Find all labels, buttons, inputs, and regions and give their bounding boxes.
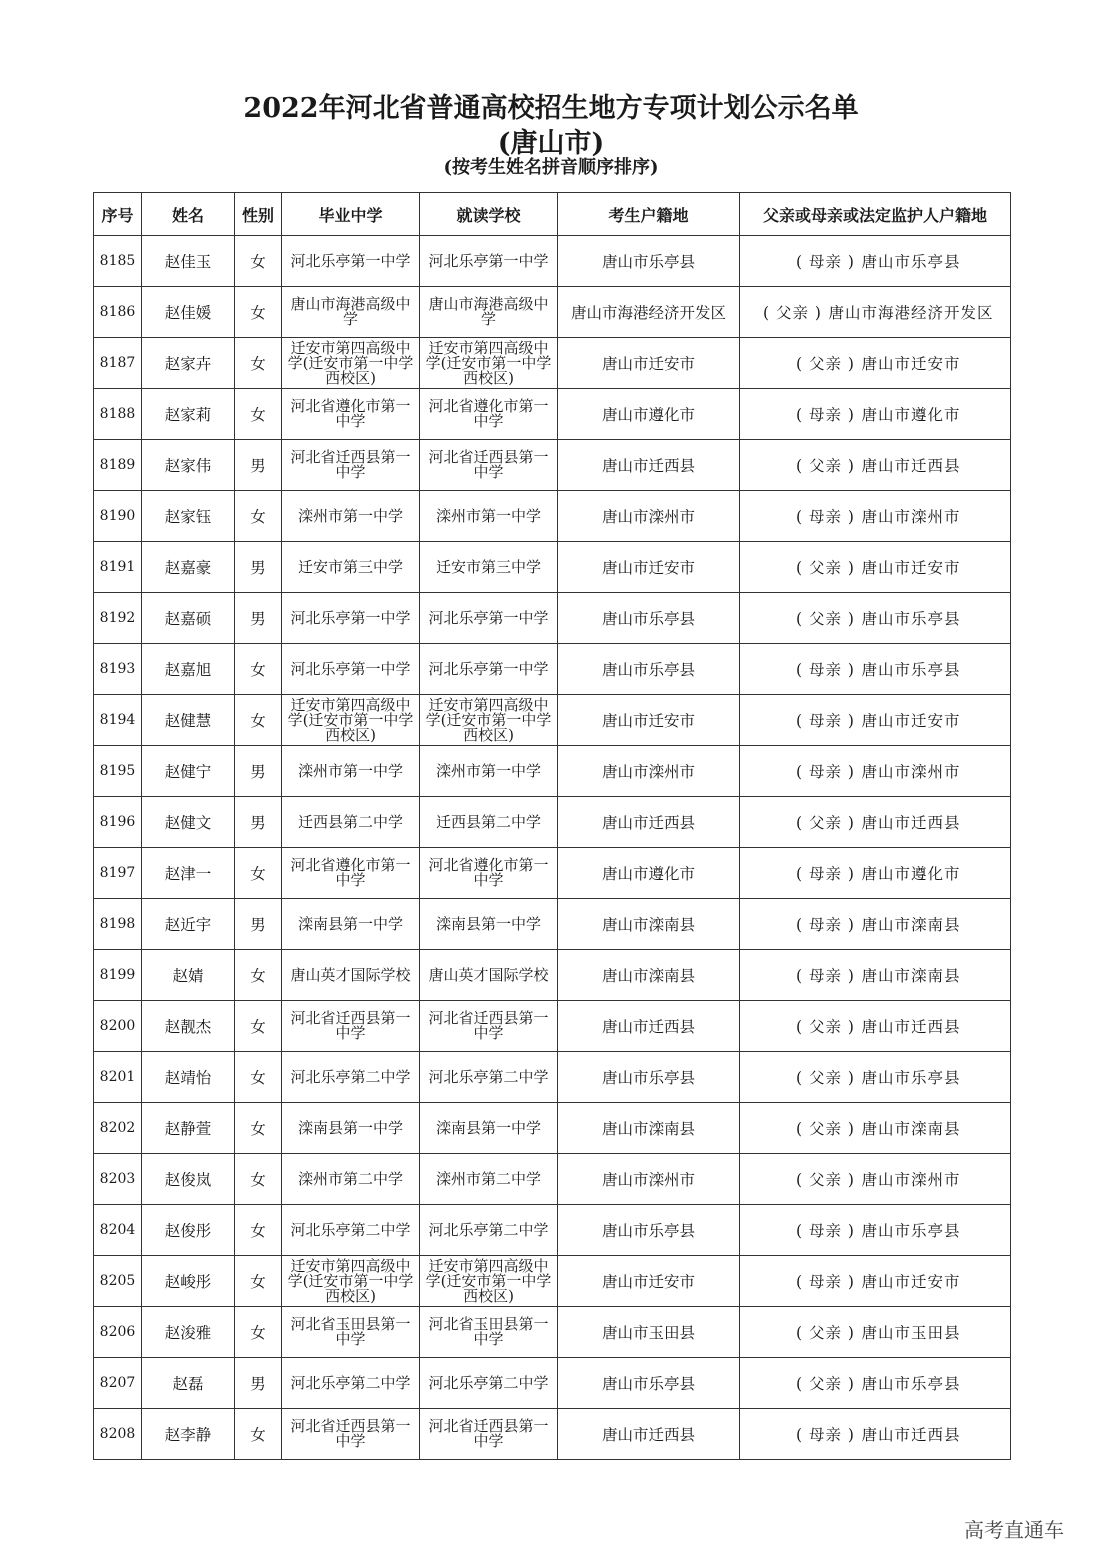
table-row [94,1358,1011,1409]
cell-parent-residence [740,1307,1011,1358]
parent-place: 唐山市迁西县 [861,1018,961,1036]
parent-relation: ( 父亲 ) [796,559,855,577]
cell-grad-school: 河北乐亭第一中学 [282,593,420,644]
cell-seq: 8185 [94,236,142,287]
cell-residence: 唐山市迁安市 [558,1256,740,1307]
cell-parent-residence [740,1154,1011,1205]
cell-parent-residence [740,797,1011,848]
cell-gender: 女 [235,950,282,1001]
cell-parent-residence [740,950,1011,1001]
parent-place: 唐山市滦南县 [861,916,961,934]
cell-seq: 8208 [94,1409,142,1460]
cell-gender: 女 [235,287,282,338]
table-row [94,1409,1011,1460]
parent-relation: ( 父亲 ) [796,1375,855,1393]
cell-name: 赵家莉 [142,389,235,440]
parent-relation: ( 母亲 ) [796,406,855,424]
cell-seq: 8192 [94,593,142,644]
cell-name: 赵佳媛 [142,287,235,338]
parent-relation: ( 父亲 ) [796,1069,855,1087]
cell-parent-residence [740,287,1011,338]
cell-gender: 女 [235,389,282,440]
cell-grad-school: 滦州市第一中学 [282,491,420,542]
cell-name: 赵俊彤 [142,1205,235,1256]
header-name: 姓名 [142,193,235,236]
cell-seq: 8193 [94,644,142,695]
cell-study-school: 滦南县第一中学 [420,1103,558,1154]
cell-gender: 女 [235,236,282,287]
cell-study-school: 滦州市第一中学 [420,746,558,797]
parent-place: 唐山市乐亭县 [861,253,961,271]
cell-parent-residence [740,848,1011,899]
table-row [94,338,1011,389]
cell-study-school: 河北乐亭第二中学 [420,1358,558,1409]
cell-name: 赵静萱 [142,1103,235,1154]
cell-residence: 唐山市乐亭县 [558,1358,740,1409]
cell-parent-residence [740,338,1011,389]
table-row [94,1103,1011,1154]
cell-study-school: 迁安市第四高级中学(迁安市第一中学西校区) [420,695,558,746]
parent-relation: ( 母亲 ) [796,916,855,934]
cell-seq: 8195 [94,746,142,797]
parent-relation: ( 母亲 ) [796,508,855,526]
cell-study-school: 唐山英才国际学校 [420,950,558,1001]
cell-study-school: 迁安市第三中学 [420,542,558,593]
cell-study-school: 河北省迁西县第一中学 [420,1001,558,1052]
parent-place: 唐山市遵化市 [861,406,961,424]
cell-name: 赵家钰 [142,491,235,542]
cell-residence: 唐山市迁安市 [558,695,740,746]
header-study-school: 就读学校 [420,193,558,236]
cell-grad-school: 河北省遵化市第一中学 [282,848,420,899]
parent-relation: ( 母亲 ) [796,712,855,730]
cell-study-school: 河北乐亭第二中学 [420,1052,558,1103]
cell-study-school: 河北乐亭第一中学 [420,236,558,287]
cell-grad-school: 唐山市海港高级中学 [282,287,420,338]
cell-study-school: 滦州市第一中学 [420,491,558,542]
parent-place: 唐山市乐亭县 [861,1222,961,1240]
cell-name: 赵家伟 [142,440,235,491]
cell-parent-residence [740,491,1011,542]
sort-note: (按考生姓名拼音顺序排序) [443,157,659,178]
cell-residence: 唐山市滦州市 [558,1154,740,1205]
parent-place: 唐山市乐亭县 [861,610,961,628]
cell-name: 赵靓杰 [142,1001,235,1052]
parent-relation: ( 母亲 ) [796,1273,855,1291]
parent-place: 唐山市乐亭县 [861,1375,961,1393]
cell-residence: 唐山市海港经济开发区 [558,287,740,338]
cell-gender: 男 [235,542,282,593]
header-gender: 性别 [235,193,282,236]
cell-parent-residence [740,593,1011,644]
table-row [94,236,1011,287]
cell-residence: 唐山市滦南县 [558,899,740,950]
parent-relation: ( 父亲 ) [796,610,855,628]
parent-place: 唐山市遵化市 [861,865,961,883]
cell-grad-school: 河北乐亭第二中学 [282,1205,420,1256]
cell-seq: 8199 [94,950,142,1001]
parent-relation: ( 父亲 ) [796,457,855,475]
cell-study-school: 河北乐亭第二中学 [420,1205,558,1256]
cell-name: 赵峻彤 [142,1256,235,1307]
parent-relation: ( 父亲 ) [763,304,822,322]
cell-gender: 男 [235,746,282,797]
cell-study-school: 滦州市第二中学 [420,1154,558,1205]
cell-grad-school: 滦州市第一中学 [282,746,420,797]
parent-place: 唐山市滦州市 [861,1171,961,1189]
cell-residence: 唐山市乐亭县 [558,1205,740,1256]
cell-residence: 唐山市迁西县 [558,797,740,848]
cell-seq: 8200 [94,1001,142,1052]
cell-grad-school: 河北乐亭第一中学 [282,236,420,287]
parent-relation: ( 父亲 ) [796,1018,855,1036]
table-row [94,1001,1011,1052]
cell-gender: 男 [235,797,282,848]
watermark: 高考直通车 [964,1518,1064,1542]
cell-study-school: 唐山市海港高级中学 [420,287,558,338]
admission-table [93,192,1011,1460]
cell-name: 赵俊岚 [142,1154,235,1205]
cell-residence: 唐山市迁西县 [558,440,740,491]
parent-place: 唐山市迁安市 [861,1273,961,1291]
parent-place: 唐山市滦州市 [861,508,961,526]
cell-residence: 唐山市滦南县 [558,1103,740,1154]
parent-relation: ( 父亲 ) [796,1324,855,1342]
cell-grad-school: 唐山英才国际学校 [282,950,420,1001]
cell-study-school: 迁西县第二中学 [420,797,558,848]
cell-parent-residence [740,1205,1011,1256]
cell-seq: 8187 [94,338,142,389]
cell-residence: 唐山市乐亭县 [558,1052,740,1103]
cell-gender: 女 [235,848,282,899]
cell-name: 赵靖怡 [142,1052,235,1103]
table-row [94,593,1011,644]
parent-place: 唐山市迁安市 [861,559,961,577]
cell-grad-school: 河北乐亭第一中学 [282,644,420,695]
table-row [94,1307,1011,1358]
parent-place: 唐山市迁西县 [861,1426,961,1444]
cell-name: 赵佳玉 [142,236,235,287]
cell-gender: 女 [235,1409,282,1460]
cell-seq: 8205 [94,1256,142,1307]
cell-gender: 男 [235,593,282,644]
table-row [94,287,1011,338]
cell-study-school: 河北省遵化市第一中学 [420,848,558,899]
cell-gender: 女 [235,491,282,542]
parent-relation: ( 父亲 ) [796,814,855,832]
cell-seq: 8197 [94,848,142,899]
cell-study-school: 迁安市第四高级中学(迁安市第一中学西校区) [420,1256,558,1307]
table-row [94,1052,1011,1103]
parent-place: 唐山市海港经济开发区 [828,304,994,322]
cell-gender: 女 [235,1001,282,1052]
cell-residence: 唐山市玉田县 [558,1307,740,1358]
cell-gender: 女 [235,1307,282,1358]
cell-grad-school: 河北省迁西县第一中学 [282,1001,420,1052]
table-row [94,950,1011,1001]
table-row [94,848,1011,899]
cell-parent-residence [740,440,1011,491]
header-seq: 序号 [94,193,142,236]
cell-seq: 8194 [94,695,142,746]
cell-grad-school: 河北乐亭第二中学 [282,1358,420,1409]
header-residence: 考生户籍地 [558,193,740,236]
cell-gender: 男 [235,440,282,491]
cell-grad-school: 河北省玉田县第一中学 [282,1307,420,1358]
parent-relation: ( 母亲 ) [796,1222,855,1240]
cell-seq: 8202 [94,1103,142,1154]
cell-name: 赵磊 [142,1358,235,1409]
header-parent-residence: 父亲或母亲或法定监护人户籍地 [740,193,1011,236]
cell-gender: 女 [235,1103,282,1154]
table-row [94,899,1011,950]
cell-grad-school: 滦南县第一中学 [282,899,420,950]
cell-grad-school: 河北省迁西县第一中学 [282,440,420,491]
cell-parent-residence [740,1256,1011,1307]
parent-relation: ( 父亲 ) [796,1171,855,1189]
table-row [94,542,1011,593]
parent-relation: ( 父亲 ) [796,355,855,373]
cell-name: 赵婧 [142,950,235,1001]
cell-residence: 唐山市遵化市 [558,848,740,899]
cell-seq: 8186 [94,287,142,338]
cell-name: 赵嘉硕 [142,593,235,644]
cell-gender: 女 [235,1154,282,1205]
cell-residence: 唐山市迁安市 [558,338,740,389]
table-row [94,389,1011,440]
parent-place: 唐山市迁安市 [861,712,961,730]
table-row [94,1154,1011,1205]
parent-place: 唐山市迁西县 [861,814,961,832]
cell-seq: 8190 [94,491,142,542]
parent-relation: ( 母亲 ) [796,763,855,781]
cell-grad-school: 滦南县第一中学 [282,1103,420,1154]
cell-grad-school: 迁安市第四高级中学(迁安市第一中学西校区) [282,1256,420,1307]
parent-place: 唐山市迁西县 [861,457,961,475]
cell-parent-residence [740,1052,1011,1103]
cell-seq: 8191 [94,542,142,593]
cell-residence: 唐山市乐亭县 [558,236,740,287]
cell-residence: 唐山市滦南县 [558,950,740,1001]
cell-grad-school: 迁安市第四高级中学(迁安市第一中学西校区) [282,695,420,746]
cell-seq: 8201 [94,1052,142,1103]
cell-name: 赵李静 [142,1409,235,1460]
cell-seq: 8207 [94,1358,142,1409]
cell-study-school: 迁安市第四高级中学(迁安市第一中学西校区) [420,338,558,389]
parent-place: 唐山市滦南县 [861,967,961,985]
cell-gender: 男 [235,899,282,950]
cell-residence: 唐山市迁西县 [558,1409,740,1460]
cell-grad-school: 迁安市第四高级中学(迁安市第一中学西校区) [282,338,420,389]
parent-place: 唐山市滦南县 [861,1120,961,1138]
cell-name: 赵浚雅 [142,1307,235,1358]
cell-seq: 8189 [94,440,142,491]
parent-relation: ( 父亲 ) [796,1120,855,1138]
cell-gender: 女 [235,1052,282,1103]
cell-parent-residence [740,746,1011,797]
cell-name: 赵嘉豪 [142,542,235,593]
table-row [94,491,1011,542]
cell-study-school: 河北省迁西县第一中学 [420,1409,558,1460]
parent-relation: ( 母亲 ) [796,1426,855,1444]
cell-parent-residence [740,1358,1011,1409]
parent-relation: ( 母亲 ) [796,865,855,883]
cell-name: 赵健文 [142,797,235,848]
cell-name: 赵嘉旭 [142,644,235,695]
table-row [94,746,1011,797]
parent-place: 唐山市滦州市 [861,763,961,781]
cell-gender: 女 [235,644,282,695]
cell-gender: 女 [235,338,282,389]
table-row [94,1256,1011,1307]
cell-study-school: 河北省玉田县第一中学 [420,1307,558,1358]
cell-gender: 男 [235,1358,282,1409]
cell-study-school: 河北乐亭第一中学 [420,644,558,695]
cell-grad-school: 迁安市第三中学 [282,542,420,593]
parent-place: 唐山市乐亭县 [861,1069,961,1087]
cell-grad-school: 河北省遵化市第一中学 [282,389,420,440]
cell-study-school: 河北省遵化市第一中学 [420,389,558,440]
cell-parent-residence [740,1001,1011,1052]
header-row [94,193,1011,236]
cell-study-school: 河北乐亭第一中学 [420,593,558,644]
cell-seq: 8188 [94,389,142,440]
table-row [94,695,1011,746]
cell-seq: 8198 [94,899,142,950]
cell-seq: 8204 [94,1205,142,1256]
cell-name: 赵健宁 [142,746,235,797]
cell-residence: 唐山市滦州市 [558,746,740,797]
parent-place: 唐山市迁安市 [861,355,961,373]
cell-parent-residence [740,695,1011,746]
cell-grad-school: 河北省迁西县第一中学 [282,1409,420,1460]
cell-name: 赵近宇 [142,899,235,950]
cell-grad-school: 滦州市第二中学 [282,1154,420,1205]
cell-parent-residence [740,542,1011,593]
table-row [94,1205,1011,1256]
parent-place: 唐山市乐亭县 [861,661,961,679]
cell-gender: 女 [235,1205,282,1256]
cell-parent-residence [740,1409,1011,1460]
cell-name: 赵家卉 [142,338,235,389]
cell-residence: 唐山市乐亭县 [558,644,740,695]
page-title: 2022年河北省普通高校招生地方专项计划公示名单 [243,93,859,124]
cell-seq: 8206 [94,1307,142,1358]
parent-place: 唐山市玉田县 [861,1324,961,1342]
cell-seq: 8203 [94,1154,142,1205]
cell-name: 赵健慧 [142,695,235,746]
cell-grad-school: 河北乐亭第二中学 [282,1052,420,1103]
page-subtitle: (唐山市) [497,128,605,159]
header-grad-school: 毕业中学 [282,193,420,236]
cell-name: 赵津一 [142,848,235,899]
cell-gender: 女 [235,695,282,746]
parent-relation: ( 母亲 ) [796,661,855,679]
cell-residence: 唐山市乐亭县 [558,593,740,644]
cell-study-school: 滦南县第一中学 [420,899,558,950]
cell-parent-residence [740,1103,1011,1154]
cell-residence: 唐山市迁西县 [558,1001,740,1052]
cell-parent-residence [740,236,1011,287]
cell-residence: 唐山市迁安市 [558,542,740,593]
cell-parent-residence [740,389,1011,440]
cell-gender: 女 [235,1256,282,1307]
parent-relation: ( 母亲 ) [796,253,855,271]
cell-grad-school: 迁西县第二中学 [282,797,420,848]
table-row [94,644,1011,695]
cell-residence: 唐山市滦州市 [558,491,740,542]
parent-relation: ( 母亲 ) [796,967,855,985]
table-row [94,797,1011,848]
cell-seq: 8196 [94,797,142,848]
cell-parent-residence [740,899,1011,950]
cell-study-school: 河北省迁西县第一中学 [420,440,558,491]
table-row [94,440,1011,491]
cell-parent-residence [740,644,1011,695]
cell-residence: 唐山市遵化市 [558,389,740,440]
